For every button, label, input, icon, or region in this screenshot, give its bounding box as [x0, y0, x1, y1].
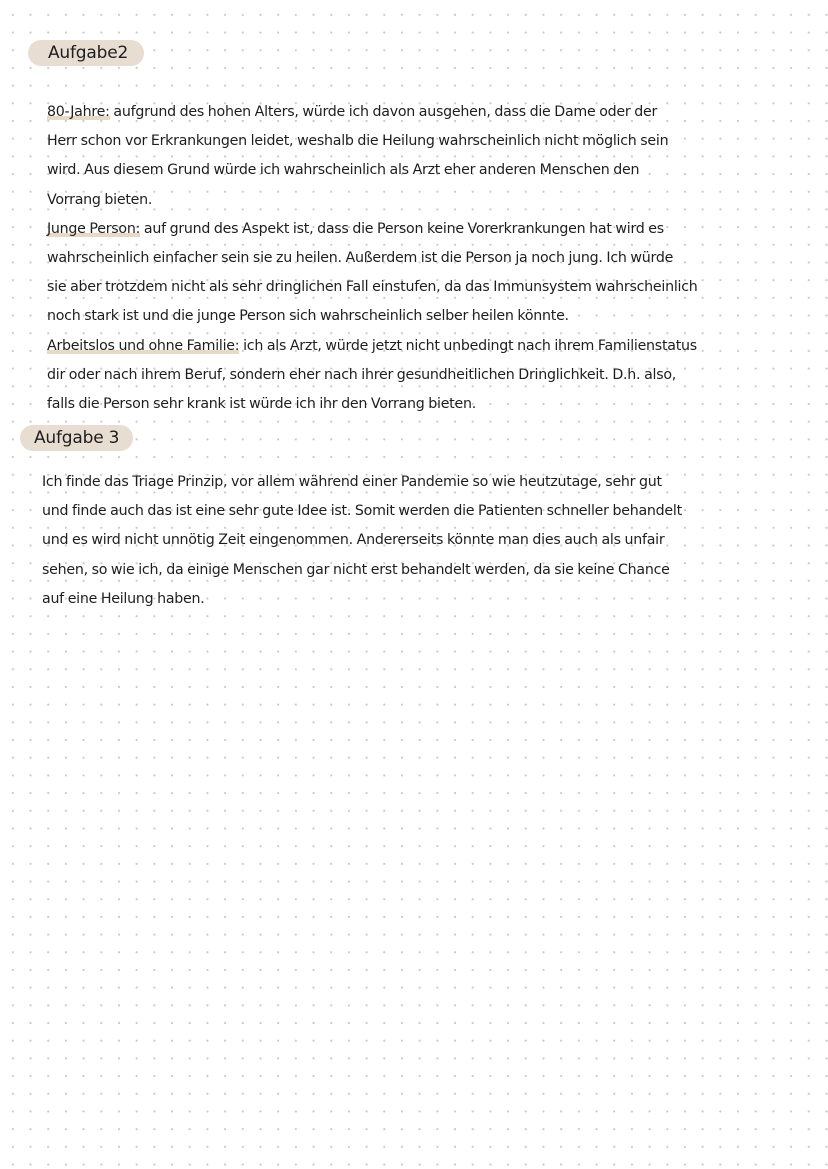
text-line — [47, 332, 697, 361]
label-junge-person: Junge Person: — [47, 220, 141, 237]
text-line-content: aufgrund des hohen Alters, würde ich davon ausgehen, dass die Dame oder der — [109, 104, 658, 120]
text-line: sehen, so wie ich, da einige Menschen gar nicht erst behandelt werden, da sie keine Chance — [42, 561, 670, 578]
heading-aufgabe-2: Aufgabe2 — [28, 40, 144, 66]
text-line: falls die Person sehr krank ist würde ich ihr den Vorrang bieten. — [47, 396, 476, 413]
text-line: Ich finde das Triage Prinzip, vor allem während einer Pandemie so wie heutzutage, sehr gut — [42, 474, 662, 490]
text-line: auf eine Heilung haben. — [42, 590, 205, 607]
text-line: und es wird nicht unnötig Zeit eingenommen. Andererseits könnte man dies auch als unfair — [42, 532, 665, 549]
text-line: wird. Aus diesem Grund würde ich wahrscheinlich als Arzt eher anderen Menschen den — [47, 162, 640, 179]
text-line: Vorrang bieten. — [47, 191, 153, 208]
text-line-content: auf grund des Aspekt ist, dass die Person keine Vorerkrankungen hat wird es — [140, 220, 664, 237]
text-line — [47, 215, 697, 244]
text-line — [47, 98, 697, 127]
text-line: Herr schon vor Erkrankungen leidet, weshalb die Heilung wahrscheinlich nicht möglich sein — [47, 133, 669, 150]
text-line-content: ich als Arzt, würde jetzt nicht unbedingt nach ihrem Familienstatus — [239, 337, 697, 354]
heading-aufgabe-3: Aufgabe 3 — [20, 425, 133, 451]
text-line: sie aber trotzdem nicht als sehr dringlichen Fall einstufen, da das Immunsystem wahrscheinlich — [47, 279, 698, 296]
label-80-jahre: 80-Jahre: — [47, 104, 110, 120]
answer-aufgabe-2 — [47, 98, 697, 419]
answer-aufgabe-3 — [42, 468, 692, 614]
text-line: noch stark ist und die junge Person sich wahrscheinlich selber heilen könnte. — [47, 308, 569, 325]
text-line: wahrscheinlich einfacher sein sie zu heilen. Außerdem ist die Person ja noch jung. Ich würde — [47, 250, 674, 267]
text-line: und finde auch das ist eine sehr gute Idee ist. Somit werden die Patienten schneller behandelt — [42, 503, 682, 520]
label-arbeitslos-ohne-familie: Arbeitslos und ohne Familie: — [47, 337, 240, 354]
text-line: dir oder nach ihrem Beruf, sondern eher nach ihrer gesundheitlichen Dringlichkeit. D.h. also, — [47, 366, 677, 383]
